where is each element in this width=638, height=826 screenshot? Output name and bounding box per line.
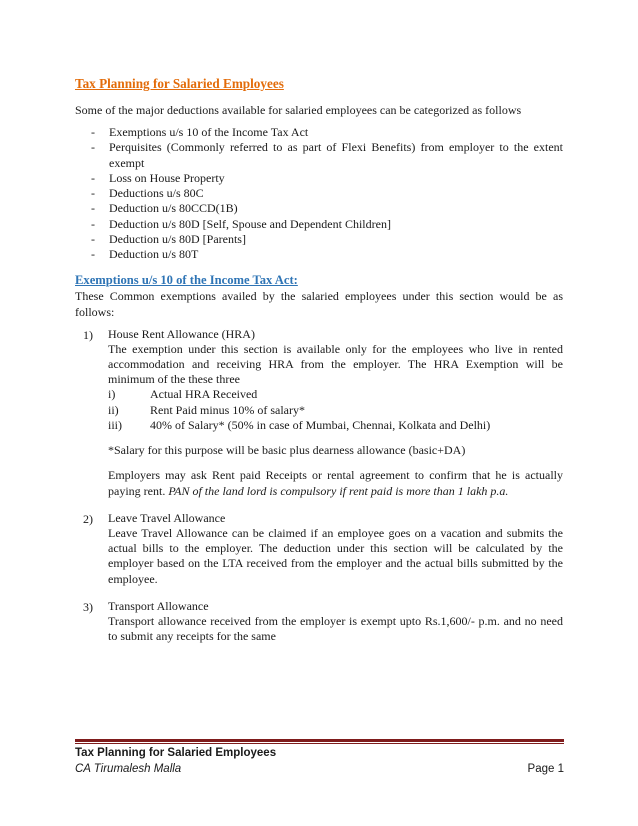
bullet-dash: - xyxy=(91,186,95,201)
sub-item xyxy=(108,387,563,402)
list-item-text: Loss on House Property xyxy=(109,170,225,185)
list-item xyxy=(75,247,563,262)
sub-item-text: Actual HRA Received xyxy=(150,387,258,402)
document-title: Tax Planning for Salaried Employees xyxy=(75,76,284,91)
footer-divider-thick xyxy=(75,739,564,742)
pan-note: PAN of the land lord is compulsory if rent paid is more than 1 lakh p.a. xyxy=(168,483,509,498)
bullet-dash: - xyxy=(91,216,95,231)
intro-paragraph: Some of the major deductions available for salaried employees can be categorized as follows xyxy=(75,103,522,117)
list-item xyxy=(75,125,563,140)
deductions-list xyxy=(75,125,563,263)
sub-item-number: i) xyxy=(108,387,116,402)
list-item xyxy=(75,140,563,171)
list-item xyxy=(75,201,563,216)
bullet-dash: - xyxy=(91,232,95,247)
bullet-dash: - xyxy=(91,201,95,216)
exemption-item-hra xyxy=(75,327,563,499)
sub-item-text: Rent Paid minus 10% of salary* xyxy=(150,402,305,417)
page-content xyxy=(75,76,563,656)
item-number: 2) xyxy=(83,511,93,526)
list-item xyxy=(75,186,563,201)
footer-divider-thin xyxy=(75,743,564,744)
list-item-text: Exemptions u/s 10 of the Income Tax Act xyxy=(109,125,309,139)
item-description: Leave Travel Allowance can be claimed if an employee goes on a vacation and submits the actual bills to the employer. The deduction under this section will be calculated by the employer based on the LTA received from the employer and the actual bills submitted by the employee. xyxy=(108,525,563,586)
item-heading: Leave Travel Allowance xyxy=(108,510,226,525)
bullet-dash: - xyxy=(91,170,95,185)
exemption-item-transport xyxy=(75,599,563,645)
list-item-text: Deductions u/s 80C xyxy=(109,186,204,201)
sub-item-number: iii) xyxy=(108,417,122,432)
list-item xyxy=(75,232,563,247)
sub-item xyxy=(108,418,563,433)
sub-item-text: 40% of Salary* (50% in case of Mumbai, Chennai, Kolkata and Delhi) xyxy=(150,417,491,432)
item-description: The exemption under this section is available only for the employees who live in rented accommodation and receiving HRA from the employer. The HRA Exemption will be minimum of the these three xyxy=(108,341,563,387)
item-description: Transport allowance received from the employer is exempt upto Rs.1,600/- p.m. and no need to submit any receipts for the same xyxy=(108,613,563,644)
footer-author: CA Tirumalesh Malla xyxy=(75,763,182,775)
list-item-text: Deduction u/s 80D [Parents] xyxy=(109,232,246,247)
list-item-text: Deduction u/s 80CCD(1B) xyxy=(109,201,238,216)
list-item-text: Deduction u/s 80T xyxy=(109,247,199,262)
page-number: Page 1 xyxy=(527,763,564,775)
list-item xyxy=(75,171,563,186)
bullet-dash: - xyxy=(91,140,95,155)
item-number: 3) xyxy=(83,599,93,614)
exemption-item-lta xyxy=(75,511,563,587)
list-item-text: Perquisites (Commonly referred to as part of Flexi Benefits) from employer to the extent exempt xyxy=(109,140,563,170)
item-heading: Transport Allowance xyxy=(108,598,209,613)
section-intro: These Common exemptions availed by the salaried employees under this section would be as follows: xyxy=(75,288,563,319)
item-number: 1) xyxy=(83,327,93,342)
bullet-dash: - xyxy=(91,125,95,139)
employer-note-text: Employers may ask Rent paid Receipts or rental agreement to confirm that he is actually paying rent. xyxy=(108,468,563,498)
bullet-dash: - xyxy=(91,247,95,262)
item-heading: House Rent Allowance (HRA) xyxy=(108,326,255,341)
salary-note: *Salary for this purpose will be basic plus dearness allowance (basic+DA) xyxy=(108,443,466,458)
page-footer xyxy=(75,745,564,777)
section-title: Exemptions u/s 10 of the Income Tax Act: xyxy=(75,272,298,287)
footer-title: Tax Planning for Salaried Employees xyxy=(75,747,277,759)
employer-note xyxy=(108,468,563,498)
list-item xyxy=(75,217,563,232)
list-item-text: Deduction u/s 80D [Self, Spouse and Dependent Children] xyxy=(109,216,391,231)
sub-item xyxy=(108,403,563,418)
sub-item-number: ii) xyxy=(108,402,119,417)
